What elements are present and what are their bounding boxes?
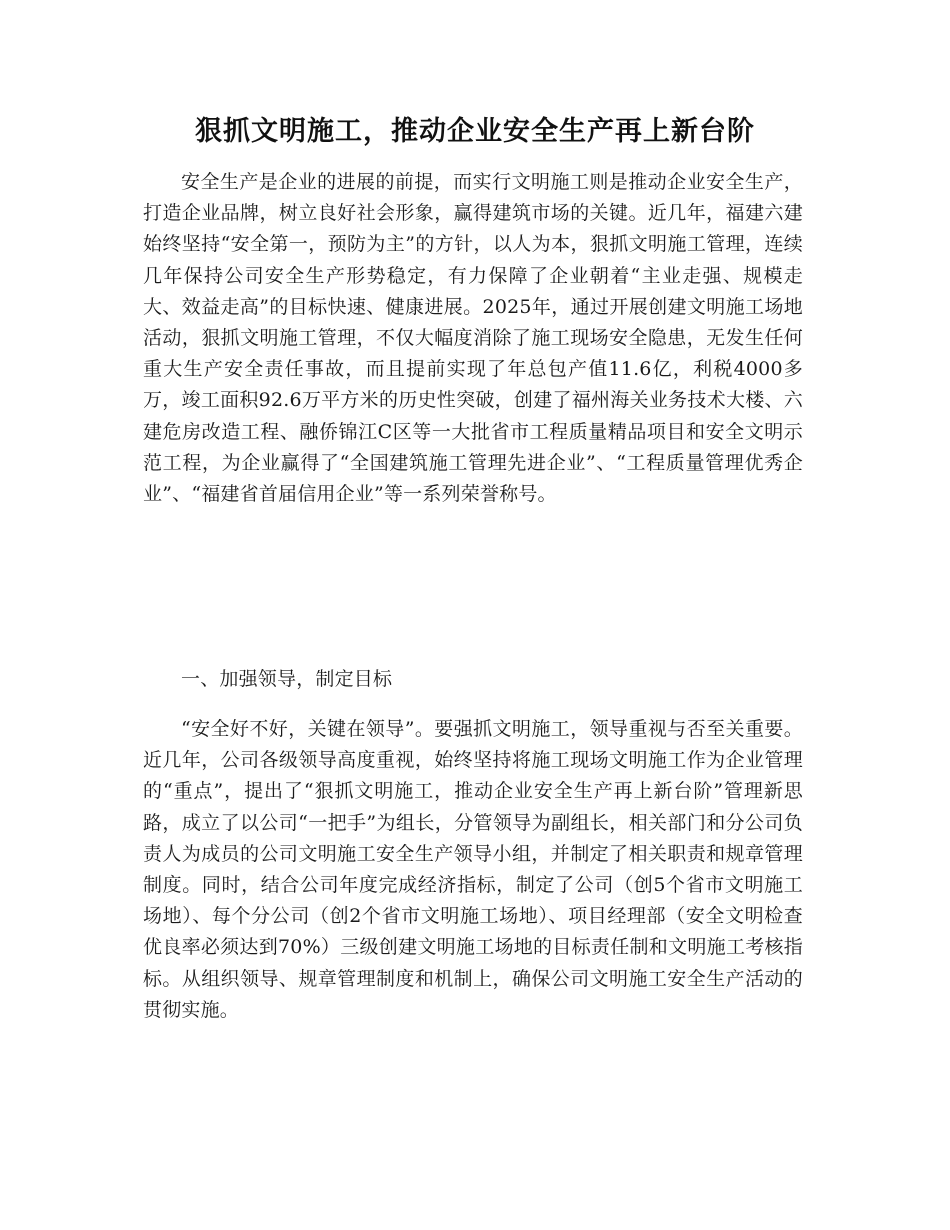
paragraph-section-one: “安全好不好，关键在领导”。要强抓文明施工，领导重视与否至关重要。近几年，公司各级领导高度重视，始终坚持将施工现场文明施工作为企业管理的“重点”，提出了“狠抓文明施工，推动企业安全生产再上新台阶”管理新思路，成立了以公司“一把手”为组长，分管领导为副组长，相关部门和分公司负责人为成员的公司文明施工安全生产领导小组，并制定了相关职责和规章管理制度。同时，结合公司年度完成经济指标，制定了公司（创5个省市文明施工场地）、每个分公司（创2个省市文明施工场地）、项目经理部（安全文明检查优良率必须达到70%）三级创建文明施工场地的目标责任制和文明施工考核指标。从组织领导、规章管理制度和机制上，确保公司文明施工安全生产活动的贯彻实施。	[143, 718, 803, 1021]
paragraph-intro: 安全生产是企业的进展的前提，而实行文明施工则是推动企业安全生产，打造企业品牌，树立良好社会形象，赢得建筑市场的关键。近几年，福建六建始终坚持“安全第一，预防为主”的方针，以人为本，狠抓文明施工管理，连续几年保持公司安全生产形势稳定，有力保障了企业朝着“主业走强、规模走大、效益走高”的目标快速、健康进展。2025年，通过开展创建文明施工场地活动，狠抓文明施工管理，不仅大幅度消除了施工现场安全隐患，无发生任何重大生产安全责任事故，而且提前实现了年总包产值11.6亿，利税4000多万，竣工面积92.6万平方米的历史性突破，创建了福州海关业务技术大楼、六建危房改造工程、融侨锦江C区等一大批省市工程质量精品项目和安全文明示范工程，为企业赢得了“全国建筑施工管理先进企业”、“工程质量管理优秀企业”、“福建省首届信用企业”等一系列荣誉称号。	[143, 171, 803, 506]
document-title: 狠抓文明施工，推动企业安全生产再上新台阶	[195, 116, 755, 147]
section-heading: 一、加强领导，制定目标	[181, 668, 393, 690]
